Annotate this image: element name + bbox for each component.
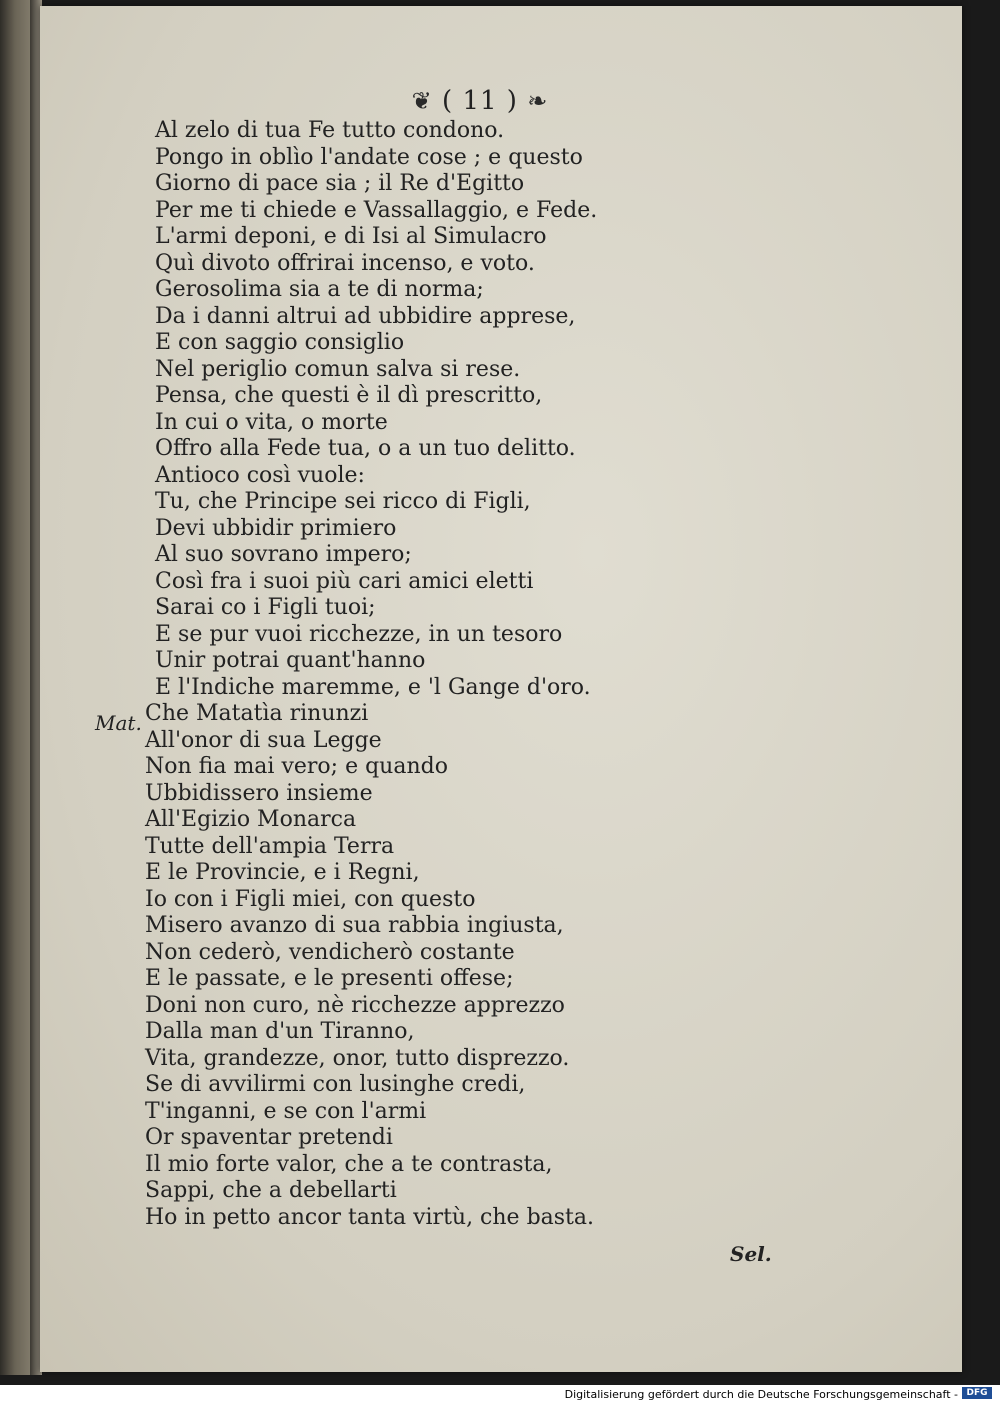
verse-line: Al zelo di tua Fe tutto condono. [155,118,505,143]
verse-line: Io con i Figli miei, con questo [145,886,476,912]
verse-line: Misero avanzo di sua rabbia ingiusta, [145,913,564,938]
verse-line: Sappi, che a debellarti [145,1178,397,1203]
verse-line: E l'Indiche maremme, e 'l Gange d'oro. [155,674,591,700]
verse-line: Che Matatìa rinunzi [145,701,369,726]
verse-line: Tutte dell'ampia Terra [145,833,395,859]
verse-line: Antioco così vuole: [155,462,365,488]
verse-line: Tu, che Principe sei ricco di Figli, [155,489,531,514]
verse-line: Vita, grandezze, onor, tutto disprezzo. [145,1045,570,1071]
dfg-logo: DFG [962,1387,992,1399]
page-number: ( 11 ) [442,86,518,116]
verse-line: Il mio forte valor, che a te contrasta, [145,1151,553,1177]
verse-line: Non fia mai vero; e quando [145,754,448,779]
speaker-label: Mat. [95,711,142,735]
verse-line: Così fra i suoi più cari amici eletti [155,568,534,594]
verse-line: Dalla man d'un Tiranno, [145,1019,415,1044]
ornament-left-icon: ❦ [411,87,433,115]
verse-line: Giorno di pace sia ; il Re d'Egitto [155,171,525,196]
catchword: Sel. [730,1242,772,1266]
verse-line: Or spaventar pretendi [145,1125,393,1150]
verse-line: E le passate, e le presenti offese; [145,966,514,991]
verse-line: Al suo sovrano impero; [155,542,412,567]
verse-line: Da i danni altrui ad ubbidire apprese, [155,303,576,329]
verse-line: Sarai co i Figli tuoi; [155,595,376,620]
verse-line: Gerosolima sia a te di norma; [155,277,484,302]
verse-line: Unir potrai quant'hanno [155,648,426,673]
verse-line: T'inganni, e se con l'armi [145,1098,427,1124]
verse-line: Ho in petto ancor tanta virtù, che basta. [145,1204,595,1230]
ornament-right-icon: ❧ [527,87,549,115]
verse-line: L'armi deponi, e di Isi al Simulacro [155,224,547,249]
verse-line: Offro alla Fede tua, o a un tuo delitto. [155,436,576,461]
verse-line: E con saggio consiglio [155,330,405,355]
verse-line: All'onor di sua Legge [145,727,382,753]
verse-line: Devi ubbidir primiero [155,515,397,541]
verse-line: All'Egizio Monarca [145,807,357,832]
verse-line: Se di avvilirmi con lusinghe credi, [145,1072,526,1097]
verse-line: Pensa, che questi è il dì prescritto, [155,383,543,408]
verse-line: Quì divoto offrirai incenso, e voto. [155,250,535,276]
footer-credit: Digitalisierung gefördert durch die Deutsche Forschungsgemeinschaft - [564,1388,958,1401]
verse-line: In cui o vita, o morte [155,409,388,435]
verse-line: Non cederò, vendicherò costante [145,939,515,965]
verse-line: Doni non curo, nè ricchezze apprezzo [145,992,565,1018]
verse-line: E le Provincie, e i Regni, [145,860,420,885]
verse-line: Nel periglio comun salva si rese. [155,356,521,382]
page-header [340,86,620,116]
verse-line: Ubbidissero insieme [145,780,373,806]
verse-line: Per me ti chiede e Vassallaggio, e Fede. [155,197,598,223]
book-page [40,6,962,1372]
verse-line: E se pur vuoi ricchezze, in un tesoro [155,621,563,647]
verse-line: Pongo in oblìo l'andate cose ; e questo [155,144,583,170]
